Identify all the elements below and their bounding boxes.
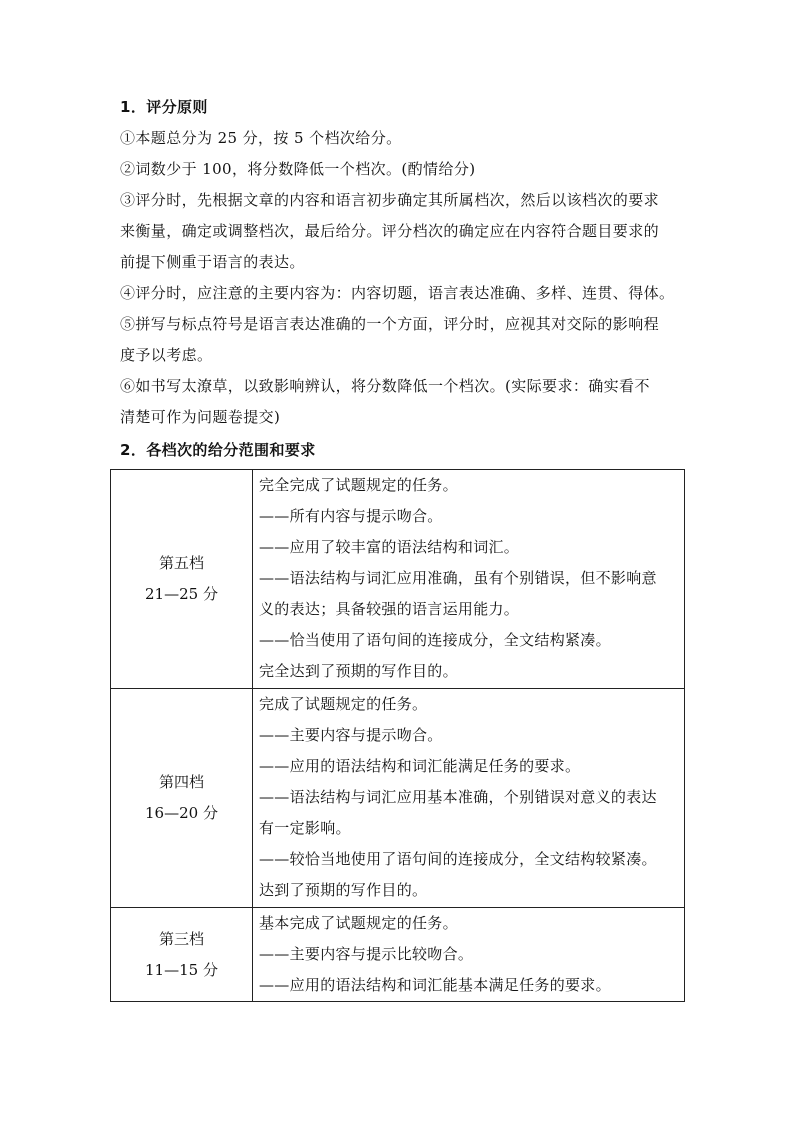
principle-line: ①本题总分为 25 分，按 5 个档次给分。 (120, 129, 402, 147)
grade-cell (111, 908, 253, 1002)
description-line: ——主要内容与提示比较吻合。 (259, 945, 474, 963)
description-line: ——恰当使用了语句间的连接成分，全文结构紧凑。 (259, 631, 611, 649)
principle-line: 清楚可作为问题卷提交) (120, 408, 281, 426)
grade-description (253, 908, 685, 1002)
table-row (111, 470, 685, 689)
section-heading-scoring-principles: 1．评分原则 (120, 98, 208, 116)
grade-name: 第五档 (158, 554, 204, 572)
grade-name: 第四档 (158, 773, 204, 791)
principle-line: 前提下侧重于语言的表达。 (120, 253, 305, 271)
table-row (111, 689, 685, 908)
description-line: 完全完成了试题规定的任务。 (259, 476, 458, 494)
principle-line: ⑤拼写与标点符号是语言表达准确的一个方面，评分时，应视其对交际的影响程 (120, 315, 660, 333)
description-line: ——应用的语法结构和词汇能满足任务的要求。 (259, 757, 581, 775)
grade-description (253, 689, 685, 908)
description-line: 达到了预期的写作目的。 (259, 881, 428, 899)
description-line: ——应用的语法结构和词汇能基本满足任务的要求。 (259, 976, 611, 994)
grade-cell (111, 470, 253, 689)
grade-description (253, 470, 685, 689)
grade-range: 16—20 分 (145, 804, 218, 822)
description-line: 有一定影响。 (259, 819, 351, 837)
description-line: ——语法结构与词汇应用基本准确，个别错误对意义的表达 (259, 788, 657, 806)
principle-line: 来衡量，确定或调整档次，最后给分。评分档次的确定应在内容符合题目要求的 (120, 222, 660, 240)
grade-name: 第三档 (158, 929, 204, 948)
table-row (111, 908, 685, 1002)
grade-range: 11—15 分 (145, 960, 218, 979)
description-line: ——语法结构与词汇应用准确，虽有个别错误，但不影响意 (259, 569, 657, 587)
description-line: 完全达到了预期的写作目的。 (259, 662, 458, 680)
principle-line: ③评分时，先根据文章的内容和语言初步确定其所属档次，然后以该档次的要求 (120, 191, 660, 209)
grade-cell (111, 689, 253, 908)
section-heading-grade-ranges: 2．各档次的给分范围和要求 (120, 441, 316, 459)
description-line: ——所有内容与提示吻合。 (259, 507, 443, 525)
description-line: 义的表达；具备较强的语言运用能力。 (259, 600, 520, 618)
principle-line: 度予以考虑。 (120, 346, 213, 364)
grade-range: 21—25 分 (145, 585, 218, 603)
description-line: ——应用了较丰富的语法结构和词汇。 (259, 538, 520, 556)
description-line: ——主要内容与提示吻合。 (259, 726, 443, 744)
principle-line: ⑥如书写太潦草，以致影响辨认，将分数降低一个档次。(实际要求：确实看不 (120, 377, 650, 395)
principle-line: ④评分时，应注意的主要内容为：内容切题，语言表达准确、多样、连贯、得体。 (120, 284, 675, 302)
description-line: 完成了试题规定的任务。 (259, 695, 428, 713)
description-line: ——较恰当地使用了语句间的连接成分，全文结构较紧凑。 (259, 850, 657, 868)
principle-line: ②词数少于 100，将分数降低一个档次。(酌情给分) (120, 160, 476, 178)
description-line: 基本完成了试题规定的任务。 (259, 914, 458, 932)
grading-table (110, 469, 685, 1002)
